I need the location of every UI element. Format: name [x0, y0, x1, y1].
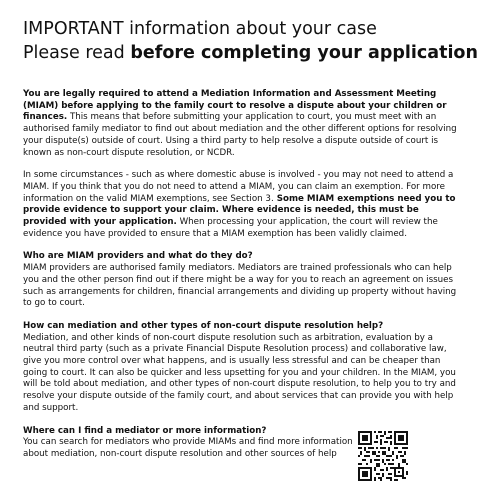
ncdr-heading: How can mediation and other types of non-court dispute resolution help?	[23, 320, 384, 331]
find-heading: Where can I find a mediator or more information?	[23, 425, 267, 436]
intro-text: This means that before submitting your application to court, you must meet with an authorised family mediator to find out about mediation and the other different options for resolving your dispute(s) outside of court. Using a third party to help resolve a dispute outside of court is known as non-court dispute resolution, or NCDR.	[23, 112, 457, 158]
find-text: You can search for mediators who provide MIAMs and find more information about mediation, non-court dispute resolution and other sources of help	[23, 437, 353, 459]
exemptions-paragraph	[23, 170, 463, 240]
intro-bold-text: You are legally required to attend a Mediation Information and Assessment Meeting (MIAM) before applying to the family court to resolve a dispute about your children or finances.	[23, 89, 447, 123]
ncdr-text: Mediation, and other kinds of non-court dispute resolution such as arbitration, evaluation by a neutral third party (such as a private Financial Dispute Resolution process) and collaborative law, give you more control over what happens, and is usually less stressful and can be cheaper than going to court. It can also be quicker and less upsetting for you and your children. In the MIAM, you will be told about mediation, and other types of non-court dispute resolution, to help you to try and resolve your dispute outside of the family court, and about services that can provide you with help and support.	[23, 332, 456, 413]
exemptions-text-1: In some circumstances - such as where domestic abuse is involved - you may not need to attend a MIAM. If you think that you do not need to attend a MIAM, you can claim an exemption. For more information on the valid MIAM exemptions, see Section 3.	[23, 170, 454, 204]
providers-text: MIAM providers are authorised family mediators. Mediators are trained professionals who can help you and the other person find out if there might be a way for you to reach an agreement on issues such as arrangements for children, financial arrangements and dividing up property without having to go to court.	[23, 263, 457, 309]
page-subtitle	[23, 42, 478, 64]
find-section	[23, 426, 463, 461]
document-page	[23, 18, 478, 461]
page-title: IMPORTANT information about your case	[23, 19, 377, 39]
providers-heading: Who are MIAM providers and what do they do?	[23, 251, 253, 262]
exemptions-text-2: When processing your application, the court will review the evidence you have provided to ensure that a MIAM exemption has been validly claimed.	[23, 217, 438, 239]
ncdr-section	[23, 321, 463, 415]
exemptions-bold-text: Some MIAM exemptions need you to provide evidence to support your claim. Where evidence is needed, this must be provided with your application.	[23, 193, 456, 228]
providers-section	[23, 251, 463, 310]
subtitle-prefix: Please read	[23, 43, 131, 63]
qr-code-icon[interactable]	[358, 431, 408, 481]
intro-paragraph	[23, 89, 463, 159]
subtitle-bold: before completing your application	[130, 43, 478, 63]
